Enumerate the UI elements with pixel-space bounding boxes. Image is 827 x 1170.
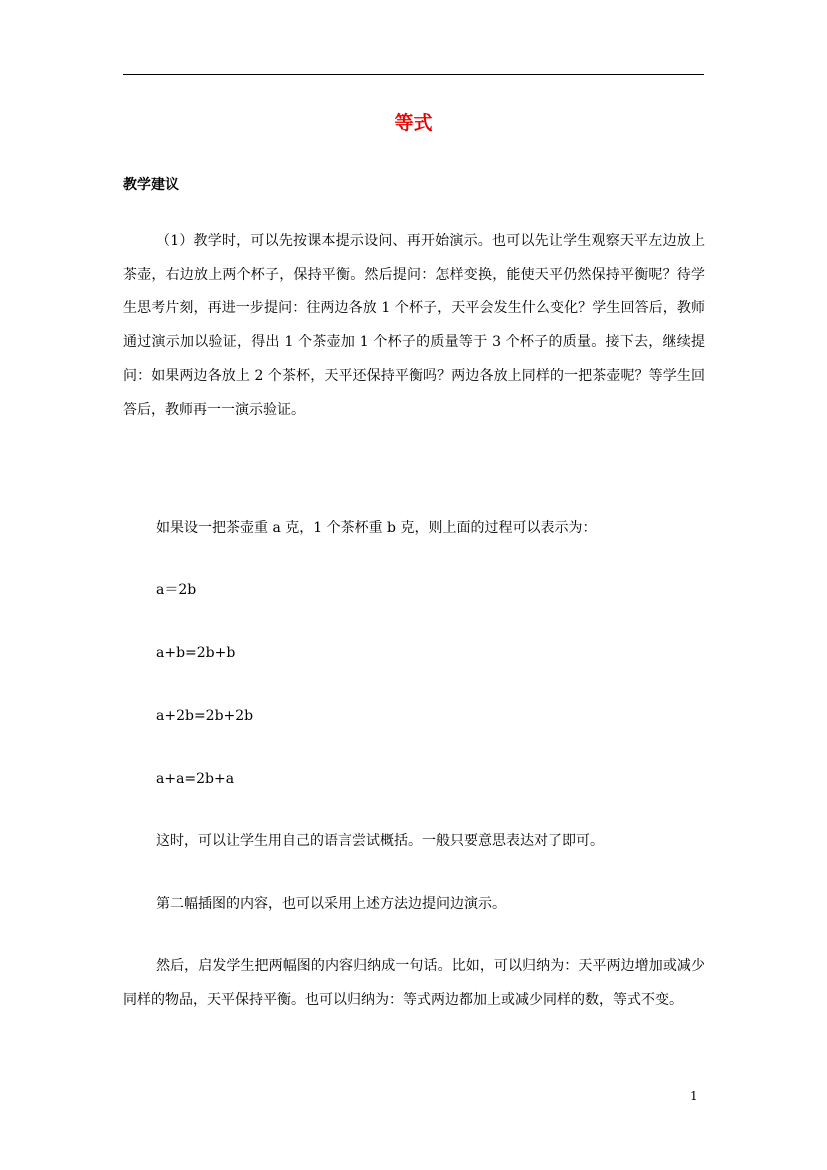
paragraph-variable-setup: 如果设一把茶壶重 a 克，1 个茶杯重 b 克，则上面的过程可以表示为： <box>156 520 597 536</box>
equation-1: a＝2b <box>156 582 197 598</box>
paragraph-summary-hint: 这时，可以让学生用自己的语言尝试概括。一般只要意思表达对了即可。 <box>156 833 604 849</box>
equation-3: a+2b=2b+2b <box>156 708 254 724</box>
header-rule <box>123 74 704 75</box>
paragraph-teaching-steps: （1）教学时，可以先按课本提示设问、再开始演示。也可以先让学生观察天平左边放上茶壶，右边放上两个杯子，保持平衡。然后提问：怎样变换，能使天平仍然保持平衡呢？待学生思考片刻，再进一步提问：往两边各放 1 个杯子，天平会发生什么变化？学生回答后，教师通过演示加以验证，得出 1 个茶壶加 1 个杯子的质量等于 3 个杯子的质量。接下去，继续提问：如果两边各放上 2 个茶杯，天平还保持平衡吗？两边各放上同样的一把茶壶呢？等学生回答后，教师再一一演示验证。 <box>123 233 705 418</box>
equation-2: a+b=2b+b <box>156 645 236 661</box>
paragraph-conclusion: 然后，启发学生把两幅图的内容归纳成一句话。比如，可以归纳为：天平两边增加或减少同样的物品，天平保持平衡。也可以归纳为：等式两边都加上或减少同样的数，等式不变。 <box>123 958 705 1008</box>
section-heading: 教学建议 <box>123 177 179 193</box>
page-number: 1 <box>690 1089 698 1103</box>
document-title: 等式 <box>394 112 433 134</box>
equation-4: a+a=2b+a <box>156 771 235 787</box>
paragraph-second-figure: 第二幅插图的内容，也可以采用上述方法边提问边演示。 <box>156 896 506 912</box>
